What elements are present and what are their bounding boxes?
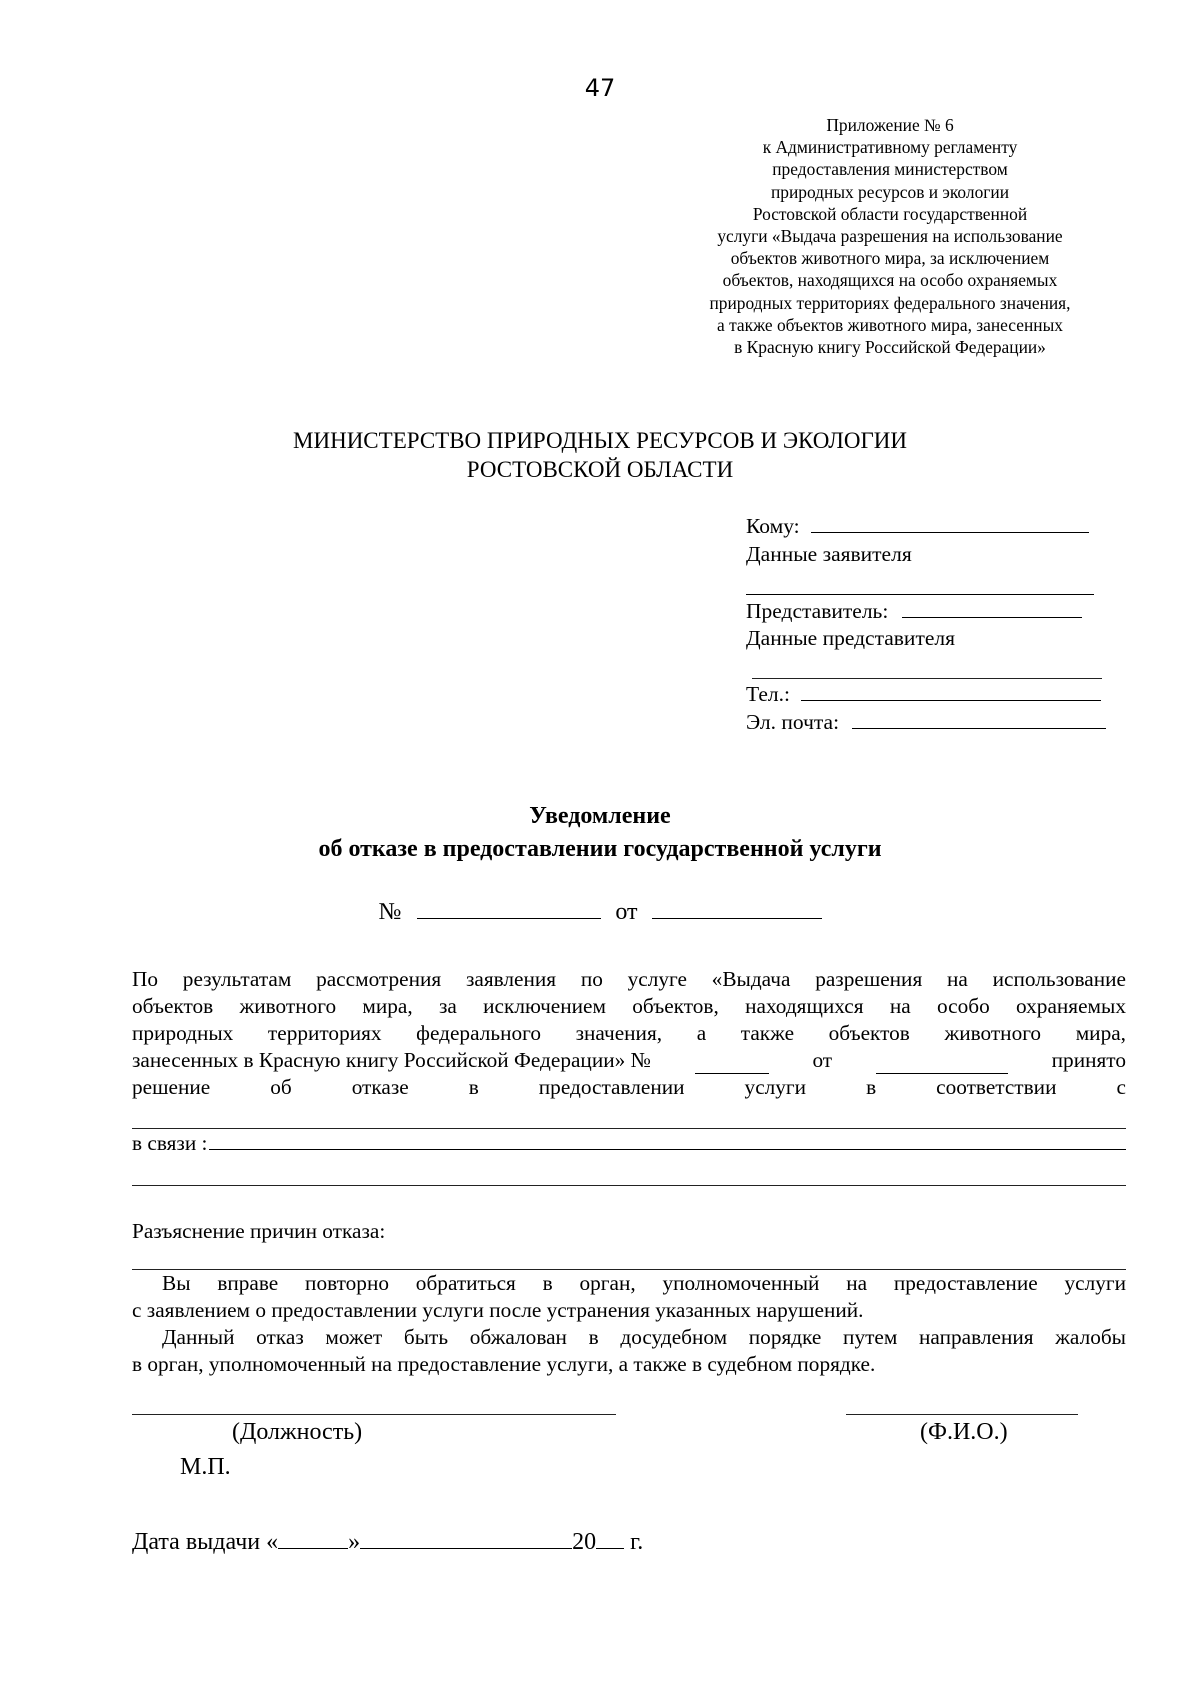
appendix-line: в Красную книгу Российской Федерации»	[734, 337, 1046, 358]
body-paragraph	[132, 966, 1126, 1101]
appendix-line: объектов животного мира, за исключением	[730, 248, 1050, 269]
appendix-line: к Административному регламенту	[762, 137, 1018, 158]
issue-date-quote: »	[348, 1529, 361, 1555]
appendix-line: Ростовской области государственной	[752, 203, 1028, 224]
issue-year-field[interactable]	[596, 1548, 624, 1549]
rights-paragraph	[132, 1270, 1126, 1378]
applicant-data-field[interactable]	[746, 594, 1094, 595]
issue-date-label: Дата выдачи «	[132, 1529, 279, 1555]
to-row	[746, 513, 1089, 539]
representative-row	[746, 598, 1082, 624]
appendix-line: природных территориях федерального значения,	[709, 292, 1071, 313]
explanation-label: Разъяснение причин отказа:	[132, 1219, 386, 1243]
appendix-header	[640, 114, 1140, 358]
issue-date-row	[132, 1529, 643, 1556]
body-line: По результатам рассмотрения заявления по услуге «Выдача разрешения на использование	[132, 967, 1126, 991]
appendix-line: услуги «Выдача разрешения на использование	[717, 226, 1063, 247]
date-label: от	[615, 899, 638, 925]
title-line-1: Уведомление	[529, 803, 671, 829]
title-line-2: об отказе в предоставлении государственной услуги	[318, 836, 882, 862]
body-line-4-from: от	[812, 1048, 833, 1072]
body-word: об	[270, 1075, 292, 1099]
phone-label: Тел.:	[746, 682, 790, 706]
stamp-label: М.П.	[180, 1454, 231, 1480]
representative-label: Представитель:	[746, 599, 889, 623]
issue-year-prefix: 20	[572, 1529, 597, 1555]
appendix-line: а также объектов животного мира, занесенных	[717, 314, 1063, 335]
due-to-field[interactable]	[209, 1149, 1126, 1150]
body-word: в	[866, 1075, 877, 1099]
email-row	[746, 709, 1106, 735]
phone-field[interactable]	[801, 700, 1101, 701]
ministry-heading	[0, 426, 1200, 484]
body-line: в орган, уполномоченный на предоставление услуги, а также в судебном порядке.	[132, 1352, 876, 1376]
body-line: с заявлением о предоставлении услуги после устранения указанных нарушений.	[132, 1298, 864, 1322]
representative-field[interactable]	[902, 617, 1082, 618]
number-field[interactable]	[417, 918, 601, 919]
body-word: в	[468, 1075, 479, 1099]
email-field[interactable]	[852, 728, 1106, 729]
to-field[interactable]	[811, 532, 1089, 533]
position-signature-field[interactable]	[132, 1414, 616, 1415]
due-to-field-continued[interactable]	[132, 1185, 1126, 1186]
appendix-line: объектов, находящихся на особо охраняемых	[722, 270, 1058, 291]
representative-data-label: Данные представителя	[746, 626, 955, 650]
body-word: услуги	[744, 1075, 807, 1099]
applicant-data-label: Данные заявителя	[746, 542, 912, 566]
issue-month-field[interactable]	[360, 1548, 572, 1549]
issue-day-field[interactable]	[278, 1548, 348, 1549]
body-word: соответствии	[936, 1075, 1057, 1099]
date-field[interactable]	[652, 918, 822, 919]
body-line: природных территориях федерального значения, а также объектов животного мира,	[132, 1021, 1126, 1045]
to-label: Кому:	[746, 514, 800, 538]
due-to-row	[132, 1130, 1126, 1157]
body-line: объектов животного мира, за исключением объектов, находящихся на особо охраняемых	[132, 994, 1126, 1018]
position-label: (Должность)	[232, 1419, 363, 1445]
fio-signature-field[interactable]	[846, 1414, 1078, 1415]
body-line-4-text: занесенных в Красную книгу Российской Федерации» №	[132, 1048, 651, 1072]
due-to-label: в связи :	[132, 1131, 208, 1155]
ministry-line-1: МИНИСТЕРСТВО ПРИРОДНЫХ РЕСУРСОВ И ЭКОЛОГИИ	[293, 428, 907, 453]
decision-date-field[interactable]	[876, 1047, 1008, 1074]
body-line: Вы вправе повторно обратиться в орган, уполномоченный на предоставление услуги	[162, 1271, 1126, 1295]
body-word: отказе	[351, 1075, 409, 1099]
appendix-line: Приложение № 6	[826, 115, 954, 135]
body-line-5	[132, 1074, 1126, 1101]
body-word: решение	[132, 1075, 211, 1099]
decision-number-field[interactable]	[695, 1047, 769, 1074]
document-title	[0, 800, 1200, 866]
fio-label: (Ф.И.О.)	[920, 1419, 1008, 1445]
page-number: 47	[584, 74, 616, 102]
issue-year-suffix: г.	[624, 1529, 644, 1555]
body-word: с	[1116, 1075, 1126, 1099]
body-word: предоставлении	[538, 1075, 685, 1099]
appendix-line: предоставления министерством	[772, 159, 1008, 180]
body-line: Данный отказ может быть обжалован в досудебном порядке путем направления жалобы	[162, 1325, 1126, 1349]
ministry-line-2: РОСТОВСКОЙ ОБЛАСТИ	[466, 457, 734, 482]
appendix-line: природных ресурсов и экологии	[770, 181, 1010, 202]
number-label: №	[378, 899, 402, 925]
basis-field[interactable]	[132, 1128, 1126, 1129]
body-line-4-end: принято	[1051, 1048, 1126, 1072]
representative-data-field[interactable]	[752, 678, 1102, 679]
body-line-4	[132, 1047, 1126, 1074]
email-label: Эл. почта:	[746, 710, 840, 734]
phone-row	[746, 681, 1101, 707]
number-date-line	[0, 899, 1200, 926]
